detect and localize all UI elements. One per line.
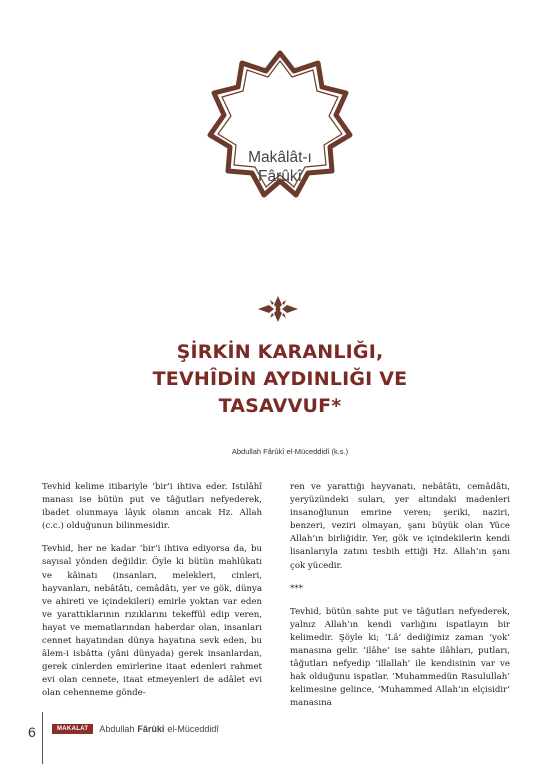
paragraph: Tevhid kelime itibariyle ’bir’i ihtiva eder. Istılâhî manası ise bütün put ve tâğutları nefyederek, ibadet olunmaya lâyık olanın ancak Hz. Allah (c.c.) olduğunun bilinmesidir. <box>42 482 262 532</box>
running-footer <box>52 724 219 734</box>
page-number: 6 <box>28 724 36 740</box>
floral-ornament-icon <box>256 294 300 324</box>
footer-author-first: Abdullah <box>99 724 135 734</box>
series-line-1: Makâlât-ı <box>248 149 312 166</box>
footer-author-mid: Fârûkî <box>137 724 165 734</box>
section-separator: *** <box>290 583 303 594</box>
left-column <box>42 481 262 711</box>
title-line-1: ŞİRKİN KARANLIĞI, <box>176 341 384 363</box>
footer-author-last: el-Müceddidî <box>167 724 219 734</box>
series-title <box>200 148 360 186</box>
series-line-2: Fârûkî <box>258 168 302 185</box>
right-column <box>290 481 510 721</box>
footer-divider <box>42 712 43 764</box>
author-byline: Abdullah Fârûkî el-Müceddidî (k.s.) <box>231 447 349 456</box>
section-badge: MAKALAT <box>52 724 93 734</box>
paragraph: Tevhid, bütün sahte put ve tâğutları nefyederek, yalnız Allah’ın kendi varlığını ispatlayın bir kelimedir. Şöyle ki; ’Lâ’ dediğimiz zaman ’yok’ manasına gelir. ’ilâhe’ ise sahte ilâhları, putları, tâğutları nefyedip ’illallah’ ile kendisinin var ve hak olduğunu ispatlar. ’Muhammedün Rasulullah’ kelimesine gelince, ‘Muhammed Allah’ın elçisidir’ manasına <box>290 606 510 709</box>
article-title <box>60 339 500 420</box>
paragraph: ren ve yarattığı hayvanatı, nebâtâtı, cemâdâtı, yeryüzündeki suları, yer altındaki madenleri insanoğlunun emrine veren; şeriki, naziri, benzeri, veziri olmayan, şanı büyük olan Yüce Allah’ın birliğidir. Yer, gök ve içindekilerin kendi lisanlarıyla zatını tesbih ettiği Hz. Allah’ın şanı çok yücedir. <box>290 482 510 571</box>
title-line-3: TASAVVUF* <box>218 395 342 417</box>
title-line-2: TEVHÎDİN AYDINLIĞI VE <box>152 368 408 390</box>
paragraph: Tevhid, her ne kadar ’bir’i ihtiva ediyorsa da, bu sayısal yönden değildir. Öyle ki bütün mahlûkatı ve kâinatı (insanları, melekleri, cinleri, hayvanları, nebâtâtı, cemâdâtı, yer ve gök, dünya ve ahireti ve içindekileri) emirle yoktan var eden ve yarattıklarının rızıklarını tekeffül edip veren, hayat ve mematlarından haberdar olan, insanları cennet hayatından dünya hayatına sevk eden, bu âlem-i isbâtta (yâni dünyada) gerek insanlardan, gerek cinlerden emirlerine itaat edenleri rahmet evi olan cennete, itaat etmeyenleri de adâlet evi olan cehenneme gönde- <box>42 544 262 699</box>
